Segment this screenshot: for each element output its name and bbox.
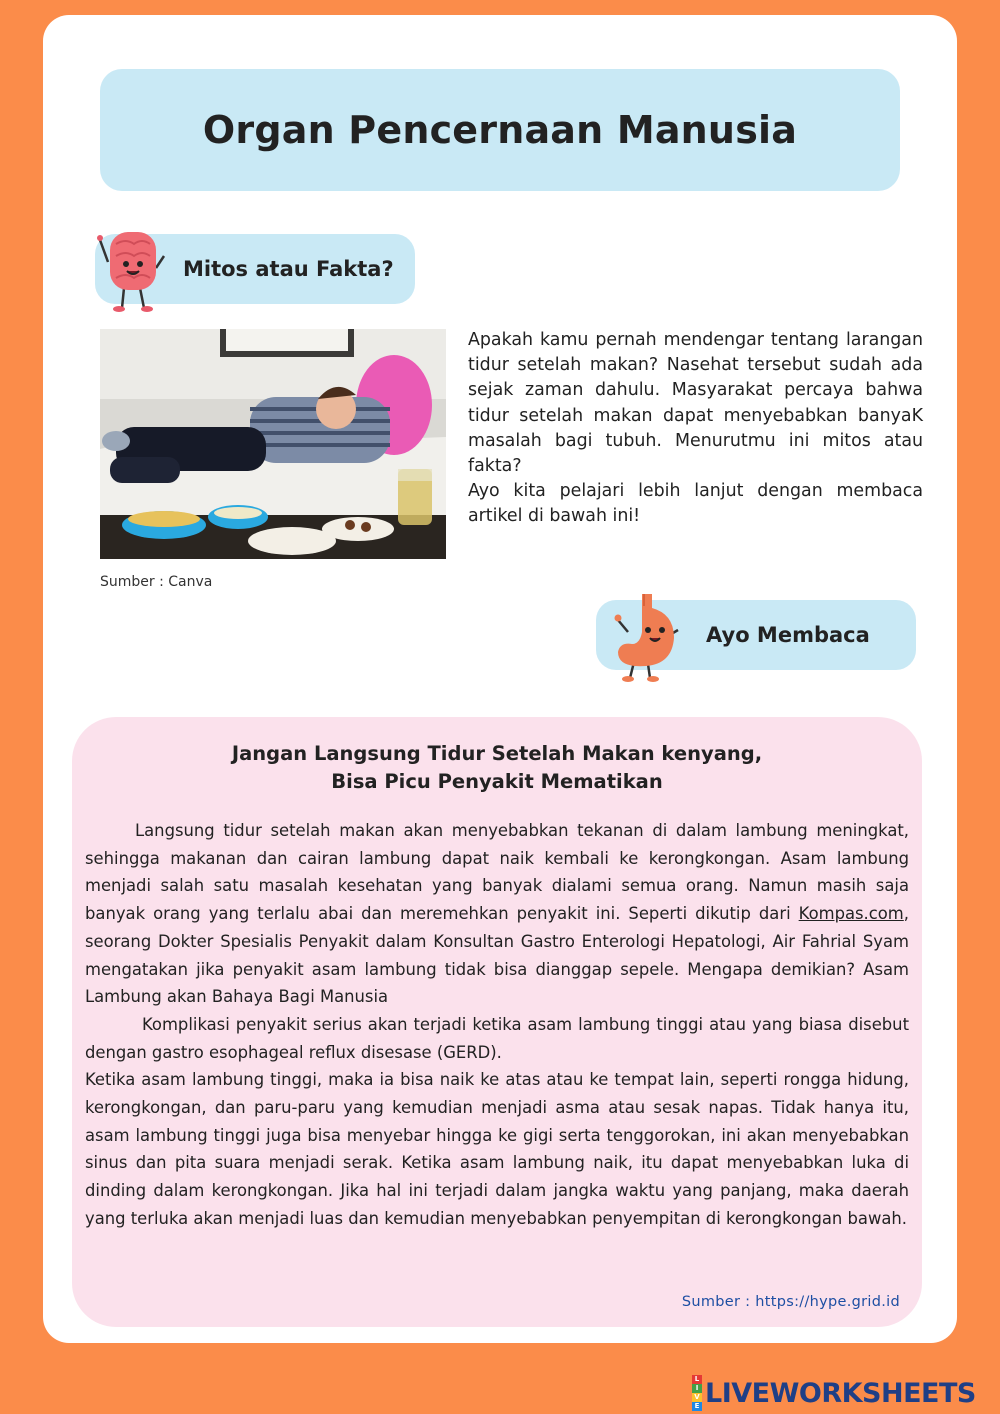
ayo-membaca-label: Ayo Membaca — [706, 623, 870, 647]
article-body — [85, 817, 909, 1233]
mark-letter-i: I — [692, 1384, 702, 1393]
kompas-link[interactable]: Kompas.com — [798, 904, 904, 924]
article-title-line-1: Jangan Langsung Tidur Setelah Makan kenyang, — [231, 742, 763, 765]
article-paragraph-3: Ketika asam lambung tinggi, maka ia bisa naik ke atas atau ke tempat lain, seperti rongga hidung, kerongkongan, dan paru-paru yang kemudian menjadi asma atau sesak napas. Tidak hanya itu, asam lambung tinggi juga bisa menyebar hingga ke gigi serta tenggorokan, ini akan menyebabkan sinus dan pita suara menjadi serak. Ketika asam lambung naik, itu dapat menyebabkan luka di dinding dalam kerongkongan. Jika hal ini terjadi dalam jangka waktu yang panjang, maka daerah yang terluka akan menjadi luas dan kemudian menyebabkan penyempitan di kerongkongan bawah. — [85, 1070, 909, 1228]
article-title-line-2: Bisa Picu Penyakit Mematikan — [331, 770, 663, 793]
intro-paragraph-1: Apakah kamu pernah mendengar tentang larangan tidur setelah makan? Nasehat tersebut sudah ada sejak zaman dahulu. Masyarakat percaya bahwa tidur setelah makan dapat menyebabkan banyaK masalah bagi tubuh. Menurutmu ini mitos atau fakta? — [468, 330, 923, 477]
mark-letter-v: V — [692, 1393, 702, 1402]
mitos-fakta-label: Mitos atau Fakta? — [183, 257, 394, 281]
mark-letter-e: E — [692, 1402, 702, 1411]
intestine-mascot-icon — [92, 226, 172, 312]
article-title — [72, 740, 922, 796]
liveworksheets-wordmark: LIVEWORKSHEETS — [705, 1377, 976, 1409]
article-paragraph-1-end: , seorang Dokter Spesialis Penyakit dalam Konsultan Gastro Enterologi Hepatologi, Air Fahrial Syam mengatakan jika penyakit asam lambung tidak bisa dianggap sepele. Mengapa demikian? Asam Lambung akan Bahaya Bagi Manusia — [85, 904, 909, 1007]
mark-letter-l: L — [692, 1375, 702, 1384]
stomach-mascot-icon — [608, 590, 684, 682]
title-banner — [100, 69, 900, 191]
liveworksheets-mark-icon — [692, 1375, 702, 1411]
article-paragraph-1 — [85, 817, 909, 1011]
sleeping-after-eating-photo — [100, 329, 446, 559]
page-title: Organ Pencernaan Manusia — [202, 108, 798, 152]
article-source-link[interactable]: Sumber : https://hype.grid.id — [681, 1294, 900, 1310]
liveworksheets-logo — [692, 1375, 976, 1411]
article-paragraph-1-start: Langsung tidur setelah makan akan menyebabkan tekanan di dalam lambung meningkat, sehingga makanan dan cairan lambung dapat naik kembali ke kerongkongan. Asam lambung menjadi salah satu masalah kesehatan yang banyak dialami semua orang. Namun masih saja banyak orang yang terlalu abai dan meremehkan penyakit ini. Seperti dikutip dari — [85, 821, 909, 924]
intro-text — [468, 328, 923, 530]
intro-paragraph-2: Ayo kita pelajari lebih lanjut dengan membaca artikel di bawah ini! — [468, 481, 923, 527]
article-paragraph-2: Komplikasi penyakit serius akan terjadi ketika asam lambung tinggi atau yang biasa disebut dengan gastro esophageal reflux disesase (GERD). — [85, 1014, 909, 1062]
article-card — [72, 717, 922, 1327]
image-source-caption: Sumber : Canva — [100, 574, 213, 590]
